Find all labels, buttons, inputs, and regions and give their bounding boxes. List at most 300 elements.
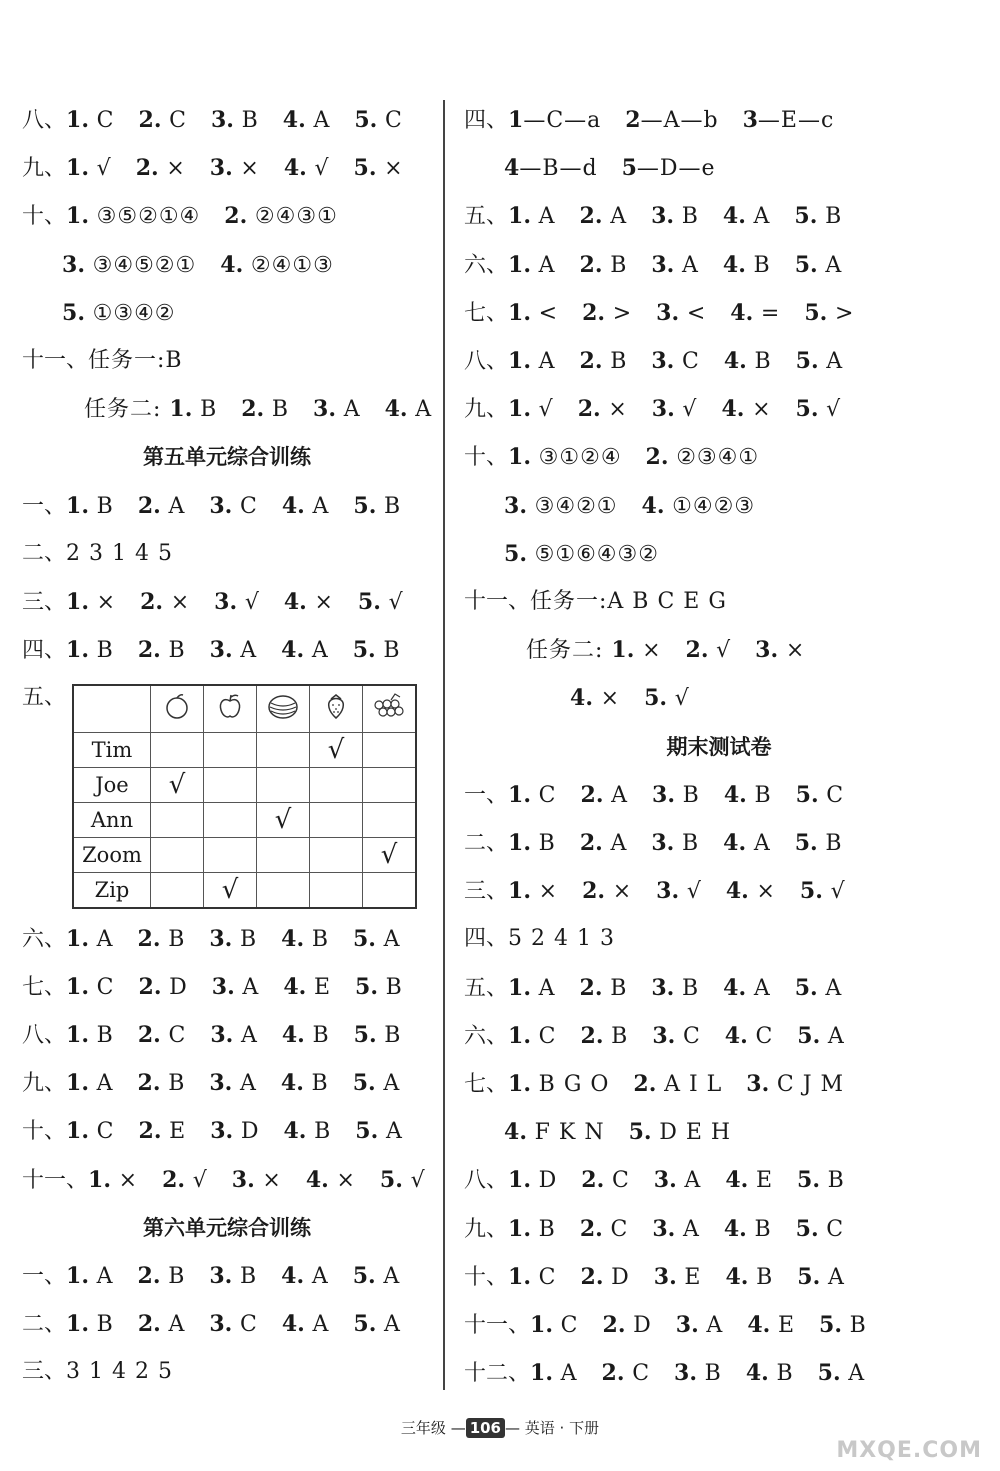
answer-value: A: [560, 1361, 578, 1387]
question-number: 2 .: [646, 444, 677, 470]
answer-item: [209, 924, 257, 955]
answer-value: D: [633, 1313, 652, 1338]
answer-item: [582, 876, 632, 907]
question-number: 4 .: [282, 1022, 313, 1048]
answer-value: B: [610, 349, 628, 374]
answer-value: A: [753, 831, 771, 856]
empty-cell: [204, 838, 257, 873]
answer-value: B: [311, 926, 329, 952]
answer-item: [138, 924, 186, 955]
question-number: 4 .: [725, 1023, 756, 1049]
answer-value: B: [312, 1023, 330, 1048]
answer-value: C: [682, 349, 700, 374]
footer-subject: 英语 · 下册: [524, 1419, 600, 1437]
question-section-label: 十、: [464, 445, 509, 471]
answer-item: [633, 1069, 722, 1100]
question-number: 3 .: [651, 975, 682, 1001]
answer-value: C: [632, 1361, 651, 1387]
question-section-label: 九、: [464, 1216, 509, 1242]
question-number: 5 .: [353, 493, 384, 519]
question-number: 1 .: [508, 782, 539, 808]
answer-item: [209, 1261, 257, 1292]
answer-value: B: [682, 831, 700, 856]
question-number: 1 .: [508, 348, 539, 374]
answer-item: [581, 1021, 629, 1052]
answer-item: [169, 394, 217, 425]
answer-value: —E—c: [757, 108, 835, 133]
question-section-label: 八、: [464, 1168, 509, 1194]
section-title: 第五单元综合训练: [143, 445, 311, 470]
question-number: 4 .: [723, 203, 754, 229]
answer-value: B: [610, 252, 628, 278]
answer-item: [220, 250, 334, 281]
answer-value: B: [849, 1313, 867, 1338]
answer-value: B: [241, 108, 259, 133]
answer-value: ③④⑤②①: [92, 252, 197, 278]
question-number: 2 .: [138, 926, 169, 952]
answer-value: E: [684, 1264, 702, 1290]
answer-value: <: [538, 300, 559, 326]
grapes-icon: [369, 691, 409, 721]
header-grapes-cell: [363, 685, 417, 733]
answer-value: A: [242, 974, 260, 1000]
answer-value: A: [168, 1312, 186, 1338]
check-mark-cell: √: [151, 768, 204, 803]
footer-dash-right: —: [505, 1419, 525, 1437]
answer-value: √: [686, 879, 702, 905]
answer-item: [622, 153, 716, 184]
answer-value: C: [610, 1216, 629, 1242]
question-number: 2 .: [139, 974, 170, 1000]
question-number: 3: [742, 107, 758, 133]
answer-line: [464, 1021, 845, 1051]
answer-line: [22, 153, 404, 183]
question-number: 1 .: [66, 1022, 97, 1048]
question-number: 1 .: [508, 1216, 539, 1242]
answer-value: A: [311, 1264, 329, 1289]
question-section-label: 五、: [22, 685, 67, 711]
question-number: 1 .: [508, 1264, 539, 1290]
answer-value: D: [538, 1168, 558, 1194]
answer-value: B: [383, 638, 401, 664]
empty-cell: [257, 768, 310, 803]
answer-item: [725, 1021, 773, 1052]
answer-text: 任务一:A B C E G: [530, 589, 727, 614]
student-name-cell: Tim: [73, 733, 151, 768]
question-number: 2 .: [139, 107, 170, 133]
answer-value: C: [96, 108, 115, 133]
question-section-label: 五、: [464, 975, 509, 1001]
question-number: 3 .: [211, 107, 242, 133]
question-number: 2 .: [581, 1023, 612, 1049]
answer-text: 5 2 4 1 3: [508, 926, 615, 952]
question-section-label: 十一、: [464, 589, 531, 614]
question-number: 5 .: [354, 1022, 385, 1048]
question-number: 2 .: [224, 203, 255, 229]
answer-value: B: [168, 926, 186, 952]
table-row: [73, 803, 416, 838]
answer-value: B: [611, 1023, 629, 1049]
answer-item: [385, 394, 433, 425]
answer-item: [723, 250, 771, 281]
question-number: 3 .: [651, 348, 682, 374]
answer-item: [353, 924, 401, 955]
question-number: 2 .: [686, 637, 717, 663]
question-number: 5 .: [353, 637, 384, 663]
section-title: 第六单元综合训练: [143, 1215, 311, 1240]
question-number: 2 .: [580, 348, 611, 374]
answer-item: [725, 1262, 773, 1293]
check-mark-cell: √: [204, 873, 257, 909]
answer-value: ③⑤②①④: [96, 204, 201, 230]
answer-item: [578, 394, 628, 425]
question-number: 2 .: [602, 1360, 633, 1386]
answer-item: [508, 346, 556, 377]
answer-value: B: [538, 831, 556, 856]
answer-item: [646, 442, 760, 473]
question-number: 5 .: [797, 1023, 828, 1049]
empty-cell: [257, 873, 310, 909]
answer-value: ×: [608, 397, 628, 423]
answer-item: [508, 876, 558, 907]
question-number: 5 .: [353, 1311, 384, 1337]
answer-value: C: [826, 782, 845, 808]
question-number: 3 .: [210, 155, 241, 181]
question-number: 5 .: [355, 1118, 386, 1144]
question-section-label: 十一、: [464, 1313, 531, 1338]
answer-line: [464, 250, 842, 280]
question-section-label: 三、: [464, 879, 509, 905]
column-divider: [443, 100, 445, 1390]
answer-item: [66, 924, 114, 955]
answer-item: [730, 298, 780, 329]
answer-item: [724, 780, 772, 811]
answer-item: [652, 780, 700, 811]
question-number: 5 .: [796, 1216, 827, 1242]
question-number: 1: [508, 107, 524, 133]
answer-value: —D—e: [636, 156, 716, 182]
answer-line: [464, 298, 854, 328]
question-number: 5 .: [380, 1167, 411, 1193]
answer-item: [602, 1358, 650, 1389]
answer-item: [652, 1214, 700, 1245]
answer-value: B: [240, 926, 258, 952]
answer-item: [66, 1309, 114, 1340]
question-number: 4 .: [747, 1312, 778, 1338]
answer-item: [282, 1020, 330, 1051]
answer-item: [651, 828, 699, 859]
question-number: 3 .: [652, 782, 683, 808]
answer-item: [66, 491, 114, 522]
answer-item: [747, 1310, 795, 1341]
empty-cell: [363, 873, 417, 909]
answer-item: [508, 105, 601, 136]
answer-value: ×: [538, 879, 559, 905]
answer-item: [725, 1165, 773, 1196]
answer-value: D E H: [659, 1120, 732, 1146]
empty-cell: [310, 838, 363, 873]
answer-value: A: [240, 1023, 258, 1048]
answer-value: √: [682, 397, 698, 423]
answer-item: [210, 1116, 259, 1147]
answer-item: [530, 1358, 578, 1389]
answer-value: C: [538, 1023, 557, 1049]
answer-value: A: [610, 204, 628, 230]
question-number: 3 .: [210, 1022, 241, 1048]
answer-value: ×: [384, 156, 404, 182]
answer-item: [282, 491, 330, 522]
answer-line: [22, 1261, 400, 1291]
question-number: 2 .: [582, 878, 613, 904]
answer-item: [504, 491, 618, 522]
answer-value: ②④③①: [254, 204, 338, 230]
answer-item: [795, 828, 843, 859]
answer-value: C: [96, 1119, 115, 1145]
answer-value: ×: [785, 638, 806, 664]
answer-item: [138, 1309, 186, 1340]
answer-value: ③④②①: [534, 493, 618, 519]
question-section-label: 八、: [22, 1023, 67, 1048]
answer-value: B: [754, 782, 772, 808]
watermark: MXQE.COM: [836, 1438, 982, 1463]
answer-value: ×: [170, 590, 191, 615]
question-section-label: 二、: [22, 540, 67, 566]
header-strawberry-cell: [310, 685, 363, 733]
question-number: 2 .: [138, 1070, 169, 1096]
answer-value: A: [684, 1168, 702, 1194]
question-number: 1 .: [66, 203, 97, 229]
question-number: 2 .: [580, 203, 611, 229]
question-number: 2 .: [138, 1022, 169, 1048]
question-section-label: 十、: [464, 1264, 509, 1290]
answer-item: [654, 1262, 702, 1293]
answer-item: [66, 587, 116, 618]
question-number: 4 .: [284, 589, 315, 615]
question-number: 3 .: [232, 1167, 263, 1193]
answer-line: [22, 201, 338, 231]
answer-item: [582, 298, 632, 329]
answer-item: [354, 1020, 402, 1051]
answer-item: [62, 298, 176, 329]
answer-value: A: [827, 1264, 845, 1290]
answer-item: [139, 972, 188, 1003]
answer-value: F K N: [534, 1120, 605, 1146]
question-number: 5 .: [818, 1360, 849, 1386]
answer-item: [800, 876, 846, 907]
answer-value: A: [753, 204, 771, 230]
answer-item: [66, 1116, 114, 1147]
answer-item: [796, 394, 842, 425]
answer-line: [504, 1117, 731, 1147]
answer-value: A I L: [664, 1072, 723, 1097]
answer-item: [508, 1165, 557, 1196]
answer-line: [22, 1165, 426, 1195]
question-number: 2 .: [139, 1118, 170, 1144]
answer-line: [526, 635, 805, 665]
answer-text: 任务二:: [526, 638, 604, 664]
answer-value: B: [96, 1312, 114, 1338]
question-number: 4 .: [725, 1167, 756, 1193]
empty-cell: [204, 768, 257, 803]
answer-item: [139, 1116, 187, 1147]
question-number: 1 .: [530, 1360, 561, 1386]
question-number: 5 .: [353, 1070, 384, 1096]
answer-value: B: [96, 493, 114, 519]
answer-value: ×: [752, 397, 772, 423]
answer-item: [66, 635, 114, 666]
answer-item: [380, 1165, 426, 1196]
section-title: 期末测试卷: [666, 734, 772, 759]
header-blank-cell: [73, 685, 151, 733]
question-number: 4 .: [283, 1118, 314, 1144]
answer-item: [651, 346, 699, 377]
answer-value: C: [169, 108, 187, 133]
answer-item: [283, 105, 331, 136]
answer-value: ×: [96, 590, 117, 615]
table-row: [73, 873, 416, 909]
question-number: 1 .: [508, 1023, 539, 1049]
question-number: 4 .: [724, 348, 755, 374]
answer-value: B: [314, 1119, 332, 1145]
header-apple-cell: [204, 685, 257, 733]
answer-value: ×: [756, 879, 776, 905]
answer-item: [66, 1261, 114, 1292]
question-number: 1 .: [66, 974, 97, 1000]
answer-item: [580, 1214, 628, 1245]
fruit-preference-table: [72, 684, 417, 909]
empty-cell: [310, 768, 363, 803]
answer-value: A: [538, 204, 556, 230]
answer-value: >: [612, 300, 633, 326]
answer-value: A: [385, 1119, 403, 1145]
answer-item: [654, 1165, 702, 1196]
answer-item: [214, 587, 260, 618]
footer-grade: 三年级: [400, 1419, 446, 1437]
answer-item: [313, 394, 361, 425]
answer-line: [22, 1357, 181, 1387]
answer-value: ②③④①: [676, 445, 760, 471]
question-number: 3 .: [676, 1312, 707, 1338]
answer-text: 任务二:: [84, 397, 162, 423]
answer-value: B: [753, 252, 771, 278]
question-number: 4 .: [724, 1216, 755, 1242]
answer-item: [508, 780, 556, 811]
answer-value: C: [384, 108, 403, 133]
answer-value: =: [760, 300, 781, 326]
answer-value: C J M: [776, 1072, 845, 1097]
answer-item: [508, 442, 622, 473]
answer-line: [464, 1358, 865, 1388]
answer-item: [209, 1309, 257, 1340]
answer-line: [504, 153, 716, 183]
question-section-label: 九、: [22, 1071, 67, 1097]
question-number: 1 .: [66, 1311, 97, 1337]
answer-item: [504, 539, 659, 570]
answer-value: B: [96, 638, 114, 664]
answer-value: D: [169, 974, 188, 1000]
answer-value: E: [777, 1313, 796, 1338]
question-number: 3 .: [651, 203, 682, 229]
answer-line: [464, 1310, 867, 1340]
question-number: 4 .: [723, 830, 754, 856]
question-number: 4 .: [730, 300, 761, 326]
question-number: 1 .: [508, 1071, 539, 1097]
answer-value: A: [706, 1313, 724, 1338]
answer-value: B: [754, 349, 772, 374]
question-number: 4 .: [284, 155, 315, 181]
question-number: 3 .: [210, 637, 241, 663]
answer-item: [210, 1020, 258, 1051]
answer-item: [232, 1165, 282, 1196]
question-section-label: 六、: [22, 926, 67, 952]
answer-value: √: [96, 156, 112, 182]
answer-value: B: [827, 1168, 845, 1194]
empty-cell: [204, 733, 257, 768]
answer-value: B: [240, 1264, 258, 1289]
answer-item: [508, 298, 558, 329]
answer-value: A: [538, 975, 556, 1001]
answer-value: B: [776, 1361, 794, 1387]
answer-item: [62, 250, 196, 281]
question-number: 4 .: [723, 252, 754, 278]
answer-value: B: [384, 1023, 402, 1048]
question-number: 2 .: [580, 1216, 611, 1242]
answer-value: A: [312, 1312, 330, 1338]
answer-value: A: [383, 1071, 401, 1097]
answer-value: B: [271, 397, 290, 423]
question-number: 5 .: [354, 107, 385, 133]
answer-line: [464, 442, 759, 472]
answer-value: √: [674, 686, 690, 712]
question-number: 3 .: [210, 1118, 241, 1144]
answer-value: ③①②④: [538, 445, 622, 471]
answer-item: [580, 250, 628, 281]
answer-line: [504, 539, 659, 569]
question-number: 1 .: [508, 203, 539, 229]
answer-value: A: [96, 926, 114, 952]
answer-value: B: [825, 831, 843, 856]
question-number: 1 .: [530, 1312, 561, 1338]
question-number: 3 .: [755, 637, 786, 663]
apple-icon: [215, 691, 245, 721]
question-number: 1 .: [66, 1070, 97, 1096]
answer-text: 任务一:B: [88, 348, 183, 373]
question-number: 3 .: [651, 252, 682, 278]
question-number: 3 .: [674, 1360, 705, 1386]
answer-value: ×: [642, 638, 662, 664]
answer-line: [464, 1214, 844, 1244]
header-watermelon-cell: [257, 685, 310, 733]
answer-value: ×: [240, 156, 260, 182]
answer-value: B: [682, 782, 700, 808]
answer-item: [504, 1117, 605, 1148]
answer-value: A: [848, 1361, 866, 1387]
answer-item: [724, 1214, 772, 1245]
question-number: 4 .: [281, 1070, 312, 1096]
question-number: 2 .: [603, 1312, 634, 1338]
question-number: 5 .: [795, 830, 826, 856]
question-section-label: 二、: [22, 1312, 67, 1338]
question-section-label: 七、: [464, 1072, 509, 1097]
question-section-label: 七、: [464, 300, 509, 326]
answer-value: B: [754, 1216, 772, 1242]
question-section-label: 三、: [22, 590, 67, 615]
empty-cell: [257, 733, 310, 768]
answer-item: [353, 1068, 401, 1099]
question-number: 4 .: [385, 396, 416, 422]
check-mark-cell: √: [257, 803, 310, 838]
answer-item: [354, 105, 402, 136]
